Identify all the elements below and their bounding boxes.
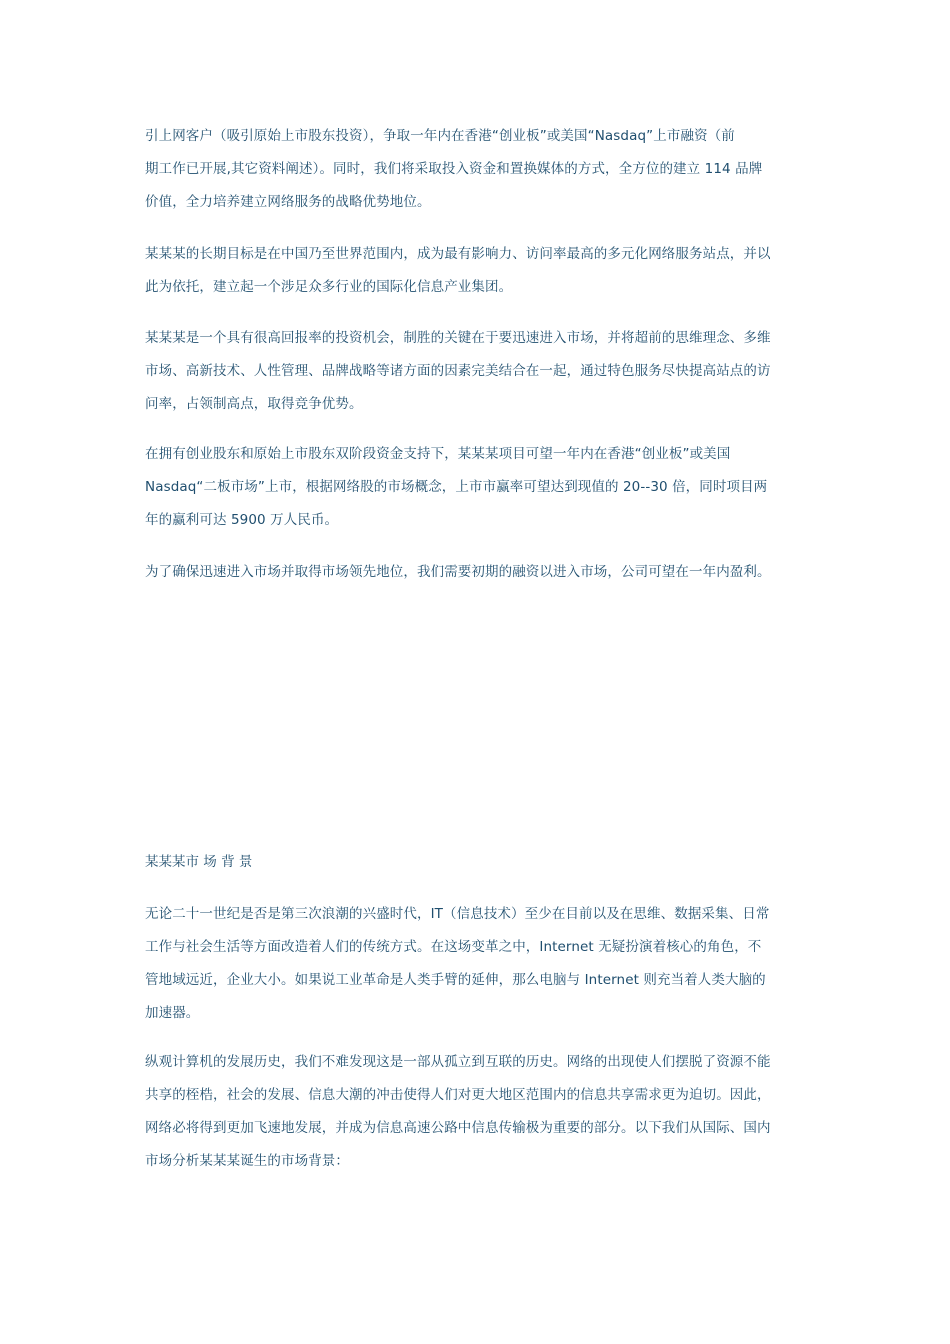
text-line: 加速器。 xyxy=(145,1005,200,1021)
text-line: 年的赢利可达 5900 万人民币。 xyxy=(145,512,339,528)
text-line: Nasdaq“二板市场”上市，根据网络股的市场概念，上市市赢率可望达到现值的 20--30 倍，同时项目两 xyxy=(145,479,768,495)
section-heading: 某某某市 场 背 景 xyxy=(145,854,253,870)
text-line: 期工作已开展,其它资料阐述）。同时，我们将采取投入资金和置换媒体的方式，全方位的建立 114 品牌 xyxy=(145,161,763,177)
paragraph-market-entry xyxy=(145,556,810,589)
text-line: 共享的桎梏，社会的发展、信息大潮的冲击使得人们对更大地区范围内的信息共享需求更为迫切。因此， xyxy=(145,1087,771,1103)
text-line: 此为依托，建立起一个涉足众多行业的国际化信息产业集团。 xyxy=(145,279,513,295)
text-line: 市场、高新技术、人性管理、品牌战略等诸方面的因素完美结合在一起，通过特色服务尽快提高站点的访 xyxy=(145,363,771,379)
paragraph-long-term-goal xyxy=(145,238,810,304)
text-line: 为了确保迅速进入市场并取得市场领先地位，我们需要初期的融资以进入市场，公司可望在一年内盈利。 xyxy=(145,564,771,580)
text-line: 引上网客户（吸引原始上市股东投资），争取一年内在香港“创业板”或美国“Nasdaq”上市融资（前 xyxy=(145,128,735,144)
text-line: 价值，全力培养建立网络服务的战略优势地位。 xyxy=(145,194,431,210)
text-line: 某某某是一个具有很高回报率的投资机会，制胜的关键在于要迅速进入市场，并将超前的思维理念、多维 xyxy=(145,330,771,346)
paragraph-investment-opportunity xyxy=(145,322,810,421)
text-line: 工作与社会生活等方面改造着人们的传统方式。在这场变革之中，Internet 无疑扮演着核心的角色，不 xyxy=(145,939,762,955)
text-line: 某某某的长期目标是在中国乃至世界范围内，成为最有影响力、访问率最高的多元化网络服务站点，并以 xyxy=(145,246,771,262)
text-line: 管地域远近，企业大小。如果说工业革命是人类手臂的延伸，那么电脑与 Internet 则充当着人类大脑的 xyxy=(145,972,766,988)
text-line: 无论二十一世纪是否是第三次浪潮的兴盛时代，IT（信息技术）至少在目前以及在思维、数据采集、日常 xyxy=(145,906,770,922)
text-line: 市场分析某某某诞生的市场背景： xyxy=(145,1153,349,1169)
text-line: 问率，占领制高点，取得竞争优势。 xyxy=(145,396,363,412)
text-line: 纵观计算机的发展历史，我们不难发现这是一部从孤立到互联的历史。网络的出现使人们摆脱了资源不能 xyxy=(145,1054,771,1070)
text-line: 在拥有创业股东和原始上市股东双阶段资金支持下，某某某项目可望一年内在香港“创业板”或美国 xyxy=(145,446,731,462)
paragraph-network-history xyxy=(145,1046,810,1178)
paragraph-it-revolution xyxy=(145,898,810,1030)
text-line: 网络必将得到更加飞速地发展，并成为信息高速公路中信息传输极为重要的部分。以下我们从国际、国内 xyxy=(145,1120,771,1136)
paragraph-listing-outlook xyxy=(145,438,810,537)
paragraph-financing-plan xyxy=(145,120,810,219)
